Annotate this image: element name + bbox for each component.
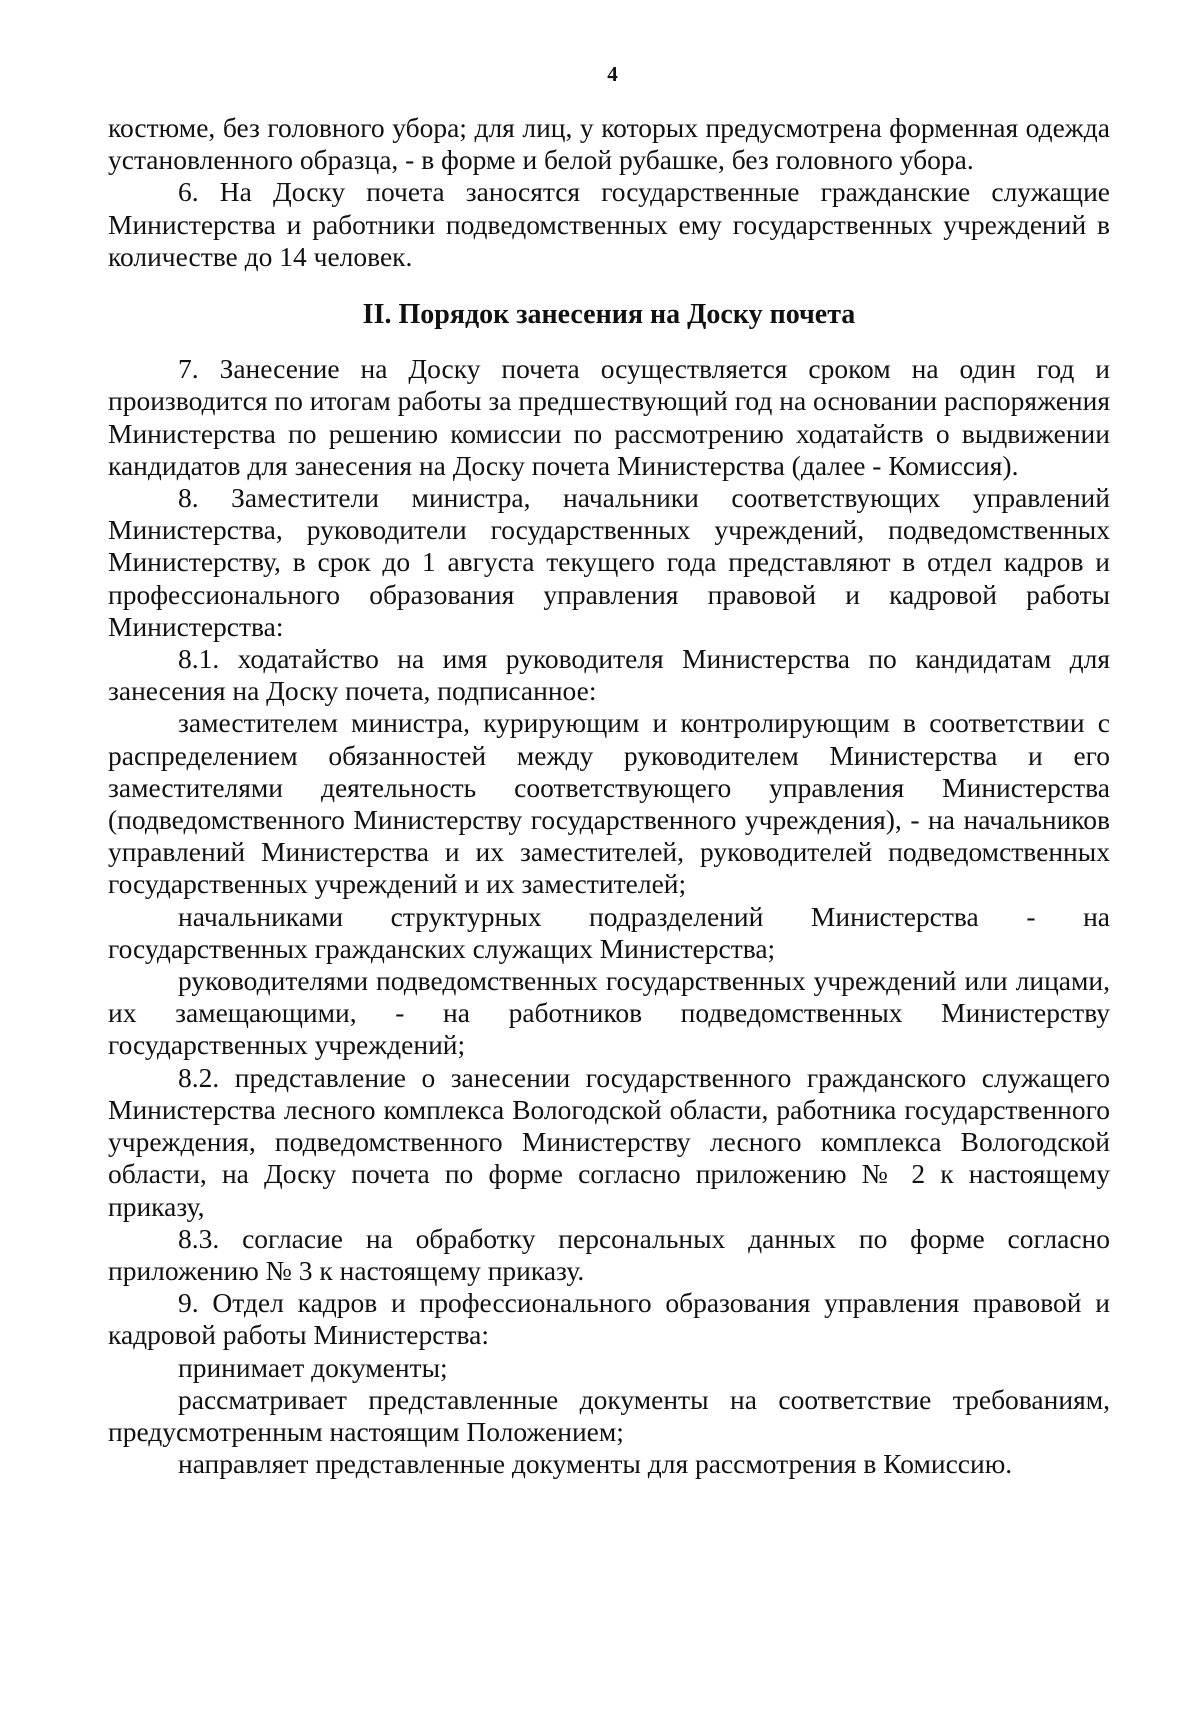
paragraph-continuation: костюме, без головного убора; для лиц, у которых предусмотрена форменная одежда установленного образца, - в форме и белой рубашке, без головного убора. bbox=[108, 112, 1110, 176]
paragraph-8-3: 8.3. согласие на обработку персональных данных по форме согласно приложению № 3 к настоящему приказу. bbox=[108, 1222, 1110, 1286]
paragraph-8: 8. Заместители министра, начальники соответствующих управлений Министерства, руководители государственных учреждений, подведомственных Министерству, в срок до 1 августа текущего года представляют в отдел кадров и профессионального образования управления правовой и кадровой работы Министерства: bbox=[108, 482, 1110, 642]
paragraph-9-a: принимает документы; bbox=[178, 1351, 448, 1383]
section-heading: II. Порядок занесения на Доску почета bbox=[362, 299, 856, 331]
paragraph-8-1-b: начальниками структурных подразделений Министерства - на государственных гражданских служащих Министерства; bbox=[108, 900, 1110, 964]
paragraph-8-1: 8.1. ходатайство на имя руководителя Министерства по кандидатам для занесения на Доску почета, подписанное: bbox=[108, 643, 1110, 707]
page-number: 4 bbox=[607, 62, 618, 86]
document-body bbox=[108, 112, 1110, 1480]
paragraph-8-1-a: заместителем министра, курирующим и контролирующим в соответствии с распределением обязанностей между руководителем Министерства и его заместителями деятельность соответствующего управления Министерства (подведомственного Министерству государственного учреждения), - на начальников управлений Министерства и их заместителей, руководителей подведомственных государственных учреждений и их заместителей; bbox=[108, 707, 1110, 900]
paragraph-9-c: направляет представленные документы для рассмотрения в Комиссию. bbox=[178, 1448, 1013, 1480]
paragraph-8-2: 8.2. представление о занесении государственного гражданского служащего Министерства лесного комплекса Вологодской области, работника государственного учреждения, подведомственного Министерству лесного комплекса Вологодской области, на Доску почета по форме согласно приложению № 2 к настоящему приказу, bbox=[108, 1061, 1110, 1222]
paragraph-8-1-c: руководителями подведомственных государственных учреждений или лицами, их замещающими, - на работников подведомственных Министерству государственных учреждений; bbox=[108, 965, 1110, 1061]
paragraph-6: 6. На Доску почета заносятся государственные гражданские служащие Министерства и работники подведомственных ему государственных учреждений в количестве до 14 человек. bbox=[108, 176, 1110, 272]
paragraph-9-b: рассматривает представленные документы на соответствие требованиям, предусмотренным настоящим Положением; bbox=[108, 1383, 1110, 1447]
paragraph-9: 9. Отдел кадров и профессионального образования управления правовой и кадровой работы Министерства: bbox=[108, 1287, 1110, 1351]
paragraph-7: 7. Занесение на Доску почета осуществляется сроком на один год и производится по итогам работы за предшествующий год на основании распоряжения Министерства по решению комиссии по рассмотрению ходатайств о выдвижении кандидатов для занесения на Доску почета Министерства (далее - Комиссия). bbox=[108, 353, 1110, 481]
